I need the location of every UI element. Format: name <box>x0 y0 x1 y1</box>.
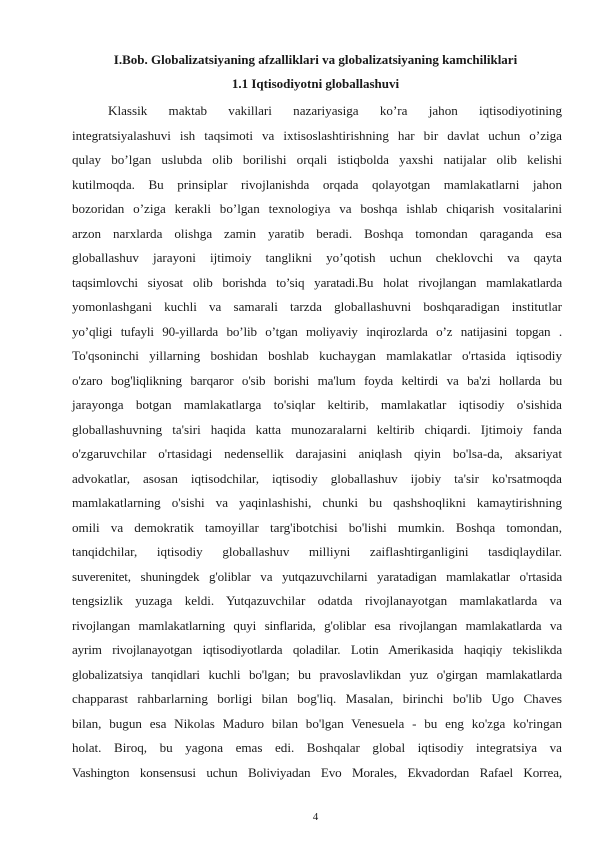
text-line: To'qsoninchi yillarning boshidan boshlab kuchaygan mamlakatlar o'rtasida iqtisodiy <box>72 348 562 363</box>
text-line: qulay bo’lgan uslubda olib borilishi orqali istiqbolda yaxshi natijalar olib kelishi <box>72 152 562 167</box>
text-line: taqsimlovchi siyosat olib borishda to’siq yaratadi.Bu holat rivojlangan mamlakatlarda <box>72 274 562 290</box>
text-line: rivojlangan mamlakatlarning quyi sinflarida, g'oliblar esa rivojlangan mamlakatlarda va <box>72 617 562 633</box>
page-number: 4 <box>312 811 319 823</box>
text-line: Klassik maktab vakillari nazariyasiga ko’ra jahon iqtisodiyotining <box>108 103 562 118</box>
text-line: mamlakatlarning o'sishi va yaqinlashishi, chunki bu qashshoqlikni kamaytirishning <box>72 495 562 510</box>
text-line: arzon narxlarda olishga zamin yaratib beradi. Boshqa tomondan qaraganda esa <box>72 225 562 241</box>
text-line: o'zgaruvchilar o'rtasidagi nedensellik darajasini aniqlash qiyin bo'lsa-da, aksariyat <box>72 446 562 461</box>
text-line: tanqidchilar, iqtisodiy globallashuv milliyni zaiflashtirganligini tasdiqlaydilar. <box>72 544 562 559</box>
text-line: globallashuvning ta'siri haqida katta munozaralarni keltirib chiqardi. Ijtimoiy fanda <box>72 421 562 437</box>
text-line: omili va demokratik tamoyillar targ'ibotchisi bo'lishi mumkin. Boshqa tomondan, <box>72 519 562 535</box>
text-line: Vashington konsensusi uchun Boliviyadan Evo Morales, Ekvadordan Rafael Korrea, <box>72 764 562 780</box>
text-line: integratsiyalashuvi ish taqsimoti va ixtisoslashtirishning har bir davlat uchun o’ziga <box>72 127 562 143</box>
text-line: yomonlashgani kuchli va samarali tarzda globallashuvni boshqaradigan institutlar <box>72 299 562 314</box>
text-line: suverenitet, shuningdek g'oliblar va yutqazuvchilarni yaratadigan mamlakatlar o'rtasida <box>72 568 562 584</box>
text-line: jarayonga botgan mamlakatlarga to'siqlar keltirib, mamlakatlar iqtisodiy o'sishida <box>72 397 562 412</box>
text-line: o'zaro bog'liqlikning barqaror o'sib borishi ma'lum foyda keltirdi va ba'zi hollarda bu <box>72 372 562 388</box>
text-line: chapparast rahbarlarning borligi bilan bog'liq. Masalan, birinchi bo'lib Ugo Chaves <box>72 691 562 706</box>
text-line: kutilmoqda. Bu prinsiplar rivojlanishda orqada qolayotgan mamlakatlarni jahon <box>72 176 562 192</box>
text-line: advokatlar, asosan iqtisodchilar, iqtisodiy globallashuv ijobiy ta'sir ko'rsatmoqda <box>72 470 562 486</box>
text-line: globallashuv jarayoni ijtimoiy tanglikni yo’qotish uchun cheklovchi va qayta <box>72 250 562 265</box>
chapter-title: I.Bob. Globalizatsiyaning afzalliklari va globalizatsiyaning kamchiliklari <box>113 52 518 67</box>
section-title: 1.1 Iqtisodiyotni globallashuvi <box>231 76 400 91</box>
text-line: ayrim rivojlanayotgan iqtisodiyotlarda qoladilar. Lotin Amerikasida haqiqiy tekislikda <box>72 642 562 657</box>
text-line: bilan, bugun esa Nikolas Maduro bilan bo'lgan Venesuela - bu eng ko'zga ko'ringan <box>72 715 562 731</box>
text-line: tengsizlik yuzaga keldi. Yutqazuvchilar odatda rivojlanayotgan mamlakatlarda va <box>72 593 562 608</box>
text-line: globalizatsiya tanqidlari kuchli bo'lgan; bu pravoslavlikdan yuz o'girgan mamlakatlarda <box>72 666 562 682</box>
text-line: bozoridan o’ziga kerakli bo’lgan texnologiya va boshqa ishlab chiqarish vositalarini <box>72 201 562 216</box>
text-line: holat. Biroq, bu yagona emas edi. Boshqalar global iqtisodiy integratsiya va <box>72 740 562 755</box>
body-paragraph <box>72 99 562 785</box>
text-line: yo’qligi tufayli 90-yillarda bo’lib o’tgan moliyaviy inqirozlarda o’z natijasini topgan . <box>72 323 562 339</box>
